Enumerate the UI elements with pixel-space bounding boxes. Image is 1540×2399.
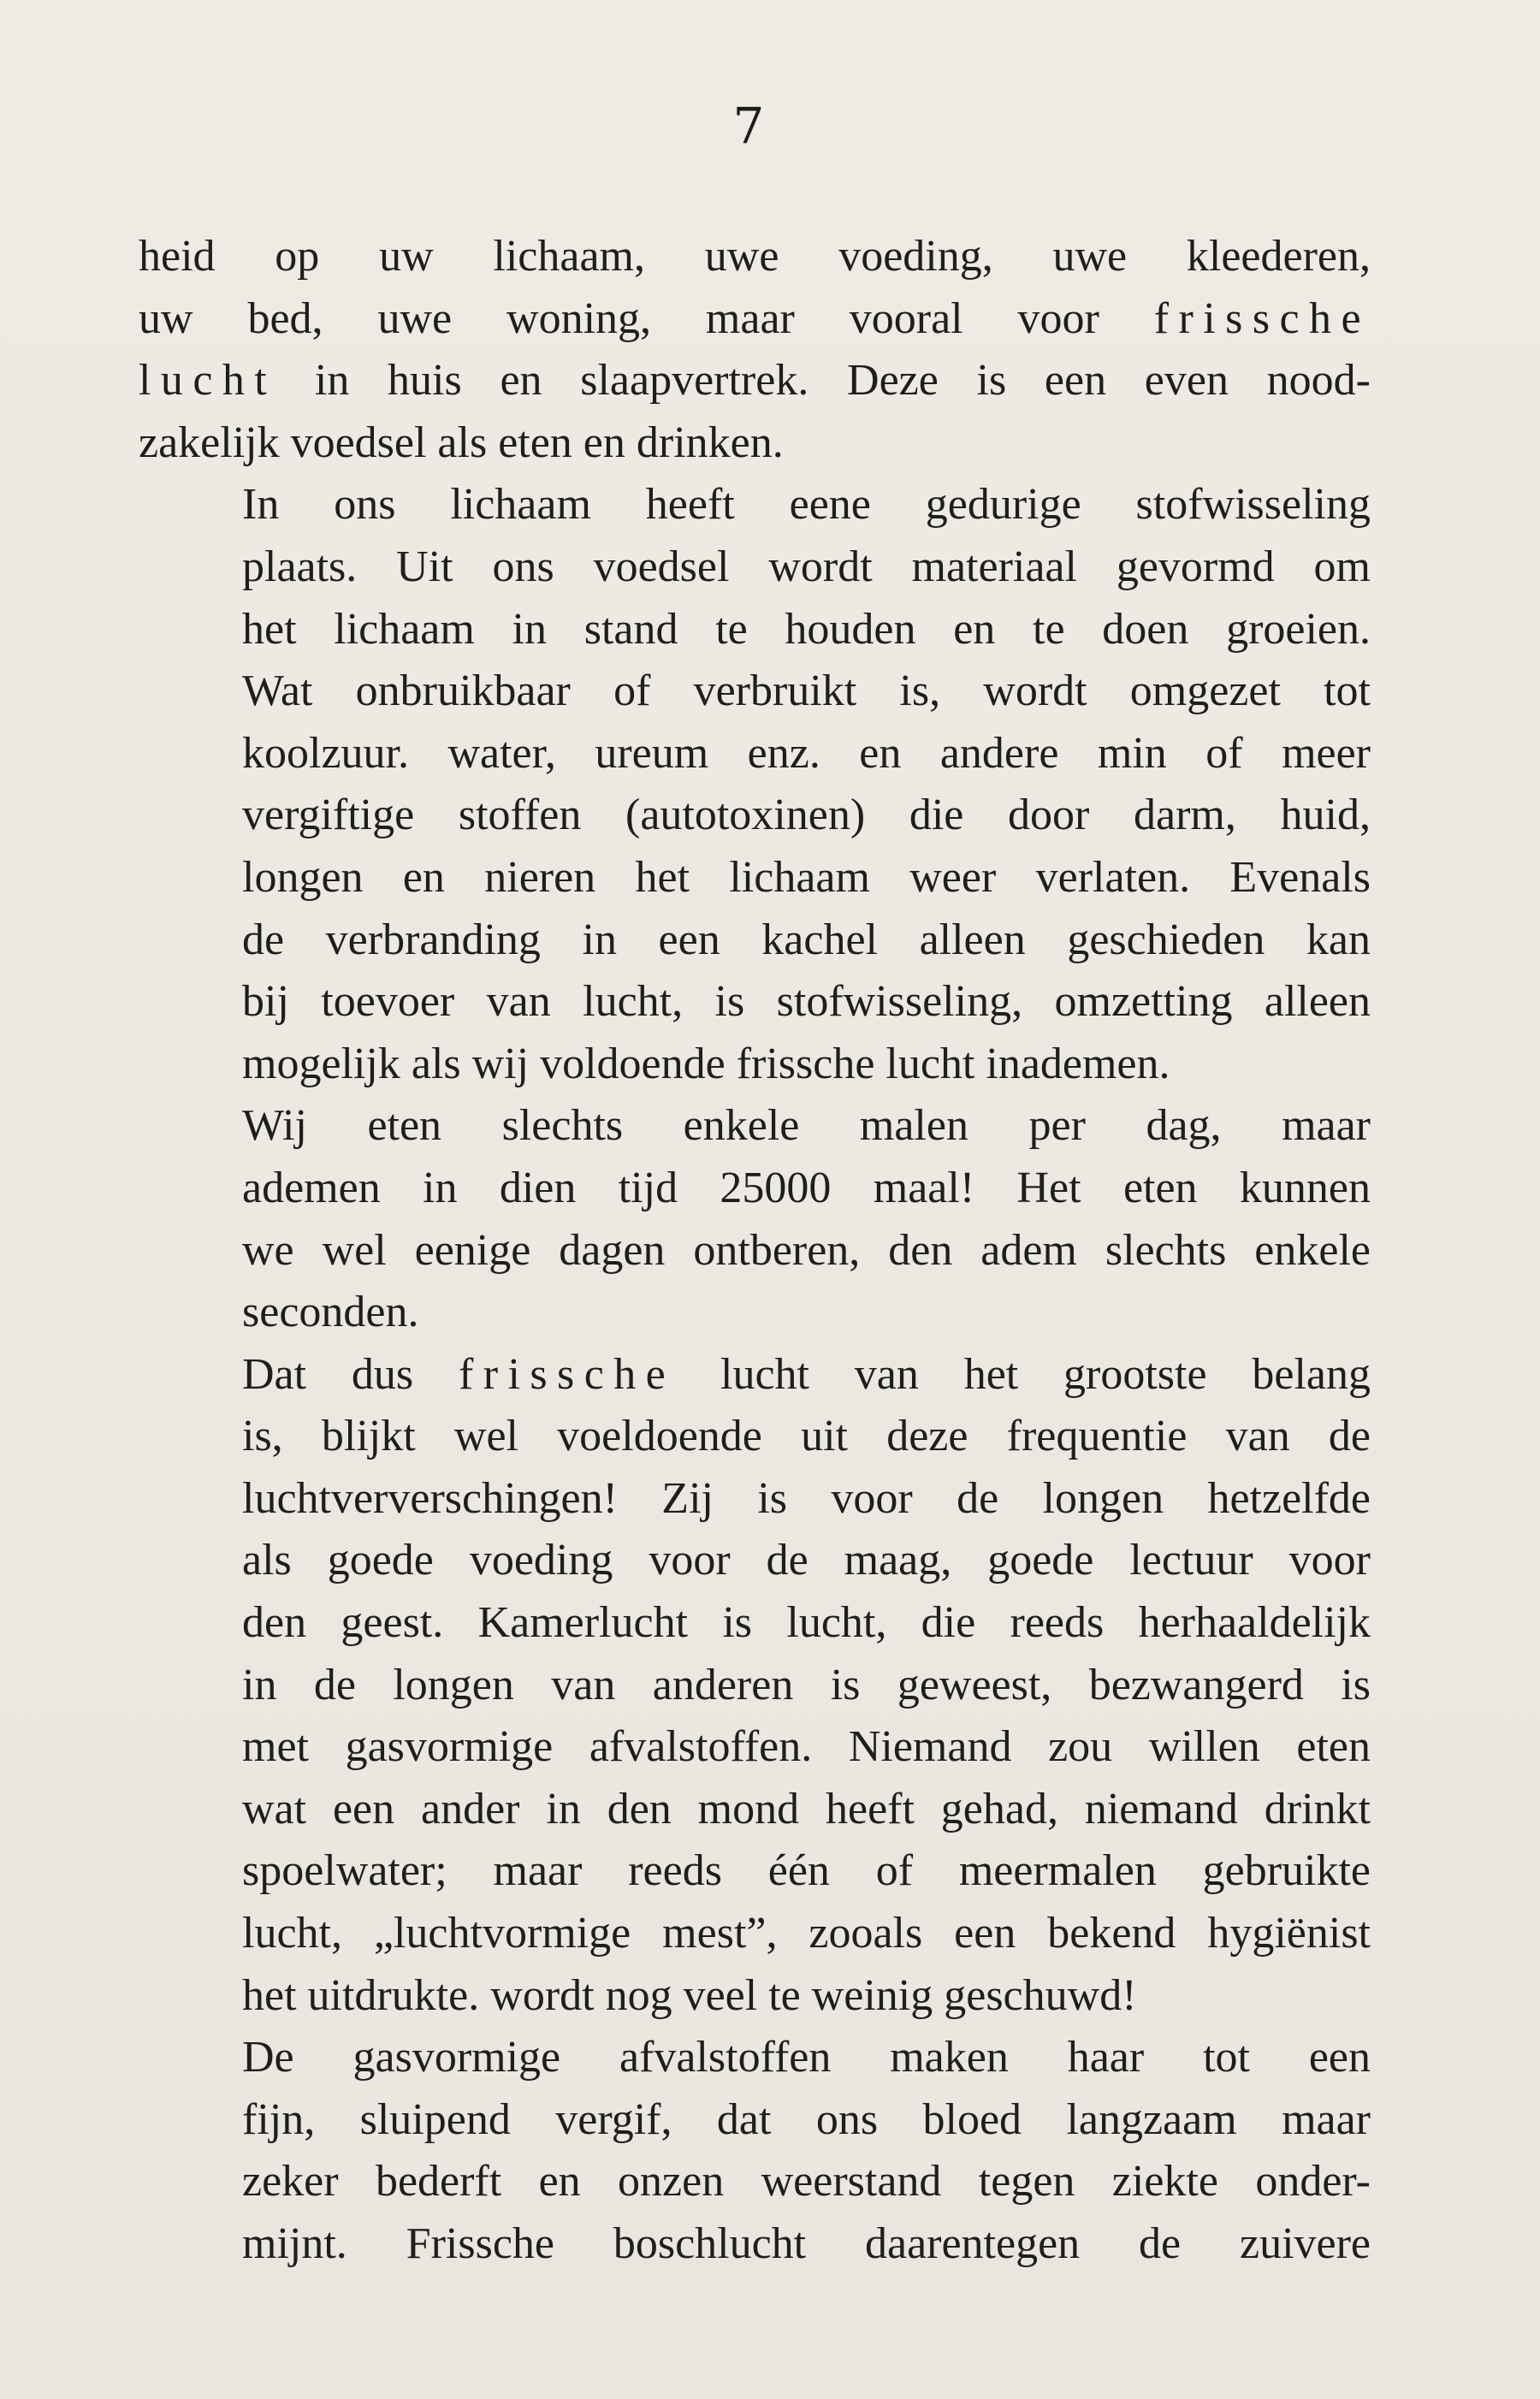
text-segment: den geest. Kamerlucht is lucht, die reeds herhaaldelijk <box>242 1598 1371 1648</box>
text-line <box>139 660 1371 723</box>
text-segment: De gasvormige afvalstoffen maken haar tot een <box>242 2033 1371 2082</box>
text-line <box>139 2213 1371 2276</box>
paragraph <box>139 474 1371 1095</box>
text-line <box>139 2151 1371 2213</box>
text-line <box>139 1965 1371 2028</box>
text-line <box>139 599 1371 661</box>
page-number: 7 <box>732 97 765 155</box>
text-line <box>139 1840 1371 1903</box>
paragraph <box>139 1344 1371 2028</box>
text-line <box>139 1592 1371 1655</box>
text-line <box>139 971 1371 1034</box>
text-line <box>139 785 1371 847</box>
text-segment: het uitdrukte. wordt nog veel te weinig geschuwd! <box>242 1970 1137 2020</box>
text-segment: in huis en slaapvertrek. Deze is een even nood- <box>276 356 1371 406</box>
text-segment: spoelwater; maar reeds één of meermalen gebruikte <box>242 1846 1371 1896</box>
text-line <box>139 288 1371 351</box>
text-segment: seconden. <box>242 1288 419 1337</box>
text-segment: Wat onbruikbaar of verbruikt is, wordt omgezet tot <box>242 666 1371 716</box>
text-segment: fijn, sluipend vergif, dat ons bloed langzaam maar <box>242 2094 1371 2144</box>
text-segment: als goede voeding voor de maag, goede lectuur voor <box>242 1536 1371 1585</box>
text-segment: lucht van het grootste belang <box>675 1349 1371 1399</box>
text-segment: uw bed, uwe woning, maar vooral voor <box>139 293 1154 343</box>
spaced-emphasis: frissche <box>1153 293 1371 343</box>
text-line <box>139 1716 1371 1779</box>
text-segment: vergiftige stoffen (autotoxinen) die door darm, huid, <box>242 791 1371 840</box>
text-line <box>139 723 1371 785</box>
text-line <box>139 226 1371 288</box>
text-segment: Dat dus <box>242 1349 459 1399</box>
spaced-emphasis: lucht <box>139 356 277 406</box>
text-line <box>139 1468 1371 1531</box>
text-segment: is, blijkt wel voeldoende uit deze frequentie van de <box>242 1412 1371 1461</box>
text-line <box>139 1158 1371 1220</box>
text-segment: lucht, „luchtvormige mest”, zooals een bekend hygiënist <box>242 1909 1371 1958</box>
text-line <box>139 350 1371 412</box>
text-segment: In ons lichaam heeft eene gedurige stofwisseling <box>242 480 1371 530</box>
text-segment: het lichaam in stand te houden en te doen groeien. <box>242 604 1371 654</box>
text-segment: ademen in dien tijd 25000 maal! Het eten kunnen <box>242 1163 1371 1212</box>
text-segment: plaats. Uit ons voedsel wordt materiaal gevormd om <box>242 542 1371 591</box>
text-segment: koolzuur. water, ureum enz. en andere min of meer <box>242 728 1371 778</box>
text-line <box>139 1220 1371 1282</box>
text-line <box>139 1903 1371 1965</box>
text-segment: de verbranding in een kachel alleen geschieden kan <box>242 915 1371 964</box>
text-segment: wat een ander in den mond heeft gehad, niemand drinkt <box>242 1784 1371 1833</box>
text-line <box>139 1344 1371 1407</box>
body-text <box>139 226 1371 2276</box>
text-segment: mijnt. Frissche boschlucht daarentegen de zuivere <box>242 2219 1371 2268</box>
text-line <box>139 909 1371 972</box>
text-segment: Wij eten slechts enkele malen per dag, maar <box>242 1101 1371 1151</box>
text-segment: heid op uw lichaam, uwe voeding, uwe kleederen, <box>139 232 1371 281</box>
text-line <box>139 1282 1371 1344</box>
text-line <box>139 1779 1371 1841</box>
text-segment: mogelijk als wij voldoende frissche lucht inademen. <box>242 1039 1170 1088</box>
text-line <box>139 1034 1371 1096</box>
text-line <box>139 2027 1371 2089</box>
text-line <box>139 474 1371 536</box>
text-line <box>139 536 1371 599</box>
text-line <box>139 1530 1371 1592</box>
text-line <box>139 847 1371 909</box>
spaced-emphasis: frissche <box>458 1349 676 1399</box>
text-line <box>139 2089 1371 2152</box>
text-segment: we wel eenige dagen ontberen, den adem slechts enkele <box>242 1225 1371 1275</box>
text-segment: bij toevoer van lucht, is stofwisseling, omzetting alleen <box>242 977 1371 1027</box>
text-segment: zeker bederft en onzen weerstand tegen ziekte onder- <box>242 2157 1371 2206</box>
text-line <box>139 1095 1371 1158</box>
paragraph <box>139 2027 1371 2275</box>
text-line <box>139 1655 1371 1717</box>
text-line <box>139 412 1371 475</box>
text-segment: in de longen van anderen is geweest, bezwangerd is <box>242 1660 1371 1709</box>
text-segment: longen en nieren het lichaam weer verlaten. Evenals <box>242 852 1371 902</box>
text-segment: luchtververschingen! Zij is voor de longen hetzelfde <box>242 1473 1371 1523</box>
text-segment: zakelijk voedsel als eten en drinken. <box>139 418 784 467</box>
text-line <box>139 1406 1371 1468</box>
text-segment: met gasvormige afvalstoffen. Niemand zou willen eten <box>242 1722 1371 1772</box>
paragraph <box>139 226 1371 474</box>
paragraph <box>139 1095 1371 1343</box>
